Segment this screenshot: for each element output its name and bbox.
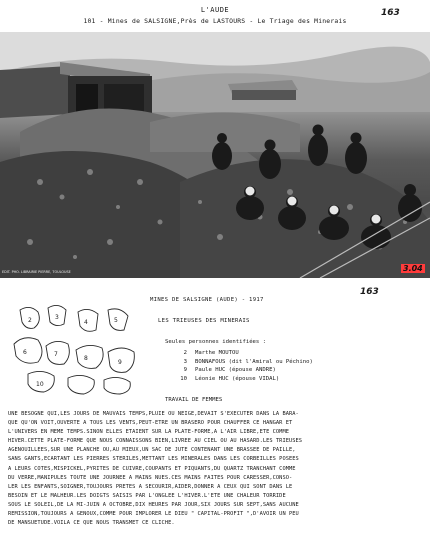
mine-photograph: [0, 32, 430, 278]
svg-text:4: 4: [84, 319, 88, 326]
body-line: SANS GANTS,ECARTANT LES PIERRES STERILES,METTANT LES MINERALES DANS LES CORBEILLES POSEES: [8, 456, 299, 463]
body-line: SOUS LE SOLEIL,DE LA MI-JUIN A OCTOBRE,DIX HEURES PAR JOUR,SIX JOURS SUR SEPT,SANS AUCUNE: [8, 501, 299, 508]
body-line: HIVER.CETTE PLATE-FORME QUE NOUS CONNAISSONS BIEN,LIVREE AU CIEL OU AU HASARD.LES TRIEUSES: [8, 438, 303, 445]
body-line: BESOIN ET LE MALHEUR.LES DOIGTS SAISIS PAR L'ONGLEE L'HIVER.L'ETE UNE CHALEUR TORRIDE: [8, 492, 286, 499]
identification-sketch: [8, 300, 143, 395]
body-line: L'UNIVERS EN MEME TEMPS.SINON ELLES ETAIENT SUR LA PLATE-FORME,A L'AIR LIBRE,ETE COMME: [8, 429, 289, 436]
person-name: Marthe MOUTOU: [195, 350, 239, 356]
body-line: UNE BESOGNE QUI,LES JOURS DE MAUVAIS TEMPS,PLUIE OU NEIGE,DEVAIT S'EXECUTER DANS LA BARA-: [8, 411, 299, 417]
svg-text:7: 7: [54, 351, 58, 358]
document-body: [8, 410, 424, 528]
person-name: Léonie HUC (épouse VIDAL): [195, 375, 280, 382]
document-title: MINES DE SALSIGNE (AUDE) - 1917: [150, 297, 264, 303]
svg-text:8: 8: [84, 355, 88, 362]
postcard-region-title: L'AUDE: [200, 6, 230, 14]
body-line: DE MANSUETUDE.VOILA CE QUE NOUS TRANSMET CE CLICHE.: [8, 520, 175, 527]
figures-sketch-illustration: [8, 300, 143, 395]
corner-note: 3.04: [403, 264, 423, 273]
body-line: REMISSION,TOUJOURS A GENOUX,COMME POUR IMPLORER LE DIEU " CAPITAL-PROFIT ",D'AVOIR UN PEU: [8, 511, 299, 518]
person-row: [175, 376, 313, 382]
body-line: DU VERRE,MANIPULES TOUTE UNE JOURNEE A MAINS NUES.CES MAINS FAITES POUR CARESSER,CONSO-: [8, 474, 293, 481]
body-line: AGENOUILLEES,SUR UNE PLANCHE OU,AU MIEUX,UN SAC DE JUTE CONTENANT UNE BRASSEE DE PAILLE,: [8, 447, 296, 454]
body-line: QUE QU'ON VOIT,OUVERTE A TOUS LES VENTS,PEUT-ETRE UN BRASERO POUR CHAUFFER CE HANGAR ET: [8, 420, 293, 427]
person-number: 2: [183, 350, 187, 356]
person-row: [175, 359, 313, 365]
postcard-caption: 101 - Mines de SALSIGNE,Près de LASTOURS - Le Triage des Minerais: [83, 17, 347, 25]
identified-label: Seules personnes identifiées :: [165, 339, 267, 345]
page-number-top: 163: [381, 8, 400, 18]
identified-persons-list: [175, 350, 313, 382]
svg-text:3: 3: [55, 314, 59, 321]
mine-scene-illustration: [0, 32, 430, 278]
section-title: TRAVAIL DE FEMMES: [165, 397, 223, 403]
person-number: 10: [180, 375, 187, 382]
svg-text:6: 6: [23, 349, 27, 356]
body-line: A LEURS COTES,MISPICKEL,PYRITES DE CUIVRE,COUPANTS ET PIQUANTS,DU QUARTZ TRANCHANT COMME: [8, 465, 296, 472]
person-number: 9: [183, 367, 187, 374]
svg-text:5: 5: [114, 317, 118, 324]
person-name: Paule HUC (épouse ANDRE): [195, 367, 276, 374]
page-number-bottom: 163: [360, 287, 379, 297]
person-name: BONNAFOUS (dit l'Amiral ou Péchino): [195, 358, 313, 365]
photo-editor-credit: EDIT. PHO. LIBRAIRIE PIERRE, TOULOUSE: [2, 270, 71, 274]
svg-text:2: 2: [28, 317, 32, 324]
person-row: [175, 350, 313, 356]
person-number: 3: [183, 358, 187, 365]
svg-text:9: 9: [118, 359, 122, 366]
svg-text:10: 10: [36, 381, 44, 388]
person-row: [175, 367, 313, 373]
document-subtitle: LES TRIEUSES DES MINERAIS: [158, 318, 250, 324]
body-line: LER LES ENFANTS,SOIGNER,TOUJOURS PRETES A SECOURIR,AIDER,DONNER A CEUX QUI SONT DANS LE: [8, 483, 293, 490]
